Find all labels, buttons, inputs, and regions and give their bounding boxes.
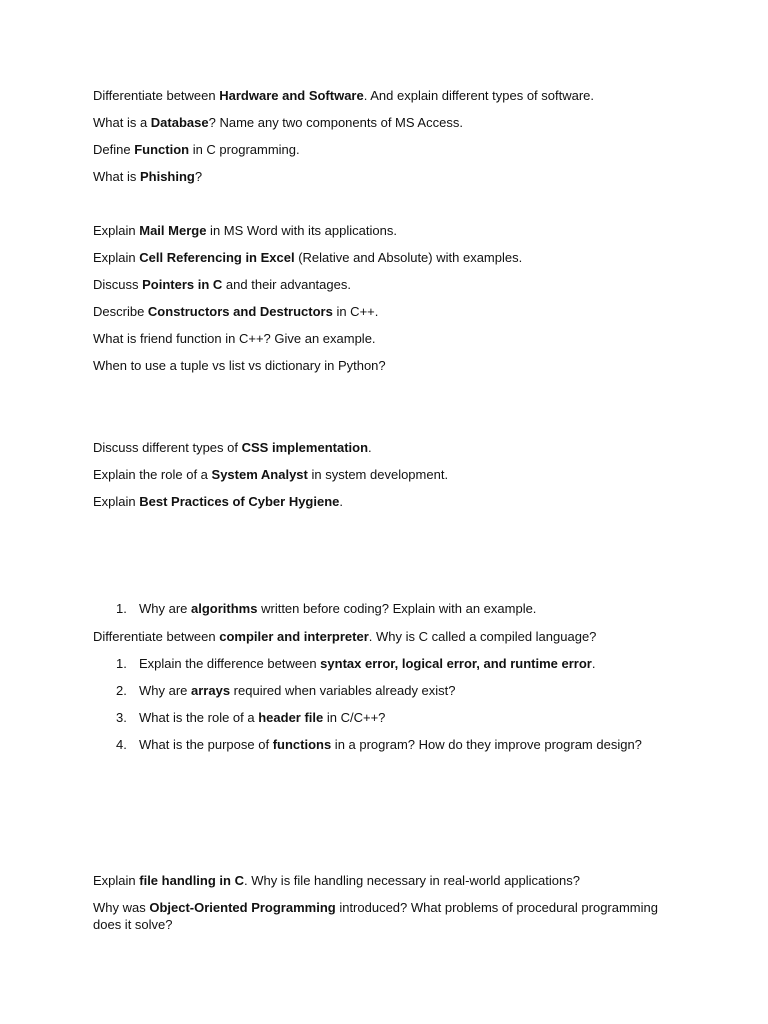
text: Why are xyxy=(139,683,192,698)
list-number: 4. xyxy=(116,737,127,752)
text: in MS Word with its applications. xyxy=(206,223,397,238)
text: . Why is file handling necessary in real-world applications? xyxy=(243,873,580,888)
text: What is a xyxy=(93,115,151,130)
question-pointers xyxy=(93,276,668,293)
text: Differentiate between xyxy=(93,629,220,644)
question-cell-referencing xyxy=(93,249,668,266)
question-tuple-list-dict xyxy=(93,357,668,374)
bold-text: algorithms xyxy=(191,601,258,616)
text: . xyxy=(339,494,344,509)
text: Differentiate between xyxy=(93,88,220,103)
question-mail-merge xyxy=(93,222,668,239)
text: Discuss different types of xyxy=(93,440,242,455)
bold-text: System Analyst xyxy=(211,467,308,482)
bold-text: arrays xyxy=(191,683,231,698)
question-friend-function xyxy=(93,330,668,347)
text: required when variables already exist? xyxy=(230,683,456,698)
text: in C programming. xyxy=(189,142,300,157)
list-number: 3. xyxy=(116,710,127,725)
bold-text: CSS implementation xyxy=(241,440,369,455)
bold-text: Object-Oriented Programming xyxy=(149,900,336,915)
text: Explain the difference between xyxy=(139,656,321,671)
question-hardware-software xyxy=(93,87,668,104)
question-constructors xyxy=(93,303,668,320)
text: . xyxy=(368,440,372,455)
text: Explain the role of a xyxy=(93,467,212,482)
text: What is the purpose of xyxy=(139,737,273,752)
question-oop xyxy=(93,899,668,933)
text: Why was xyxy=(93,900,150,915)
list-item xyxy=(139,736,642,753)
list-item xyxy=(139,709,385,726)
bold-text: Best Practices of Cyber Hygiene xyxy=(139,494,340,509)
text: When to use a tuple vs list vs dictionary in Python? xyxy=(93,358,386,373)
question-database xyxy=(93,114,668,131)
bold-text: functions xyxy=(272,737,332,752)
text: in C++. xyxy=(332,304,379,319)
bold-text: Phishing xyxy=(139,169,195,184)
text: Explain xyxy=(93,873,140,888)
question-function xyxy=(93,141,668,158)
text: ? Name any two components of MS Access. xyxy=(208,115,463,130)
text: in a program? How do they improve program design? xyxy=(331,737,642,752)
bold-text: syntax error, logical error, and runtime error xyxy=(320,656,592,671)
text: What is xyxy=(93,169,140,184)
list-number: 2. xyxy=(116,683,127,698)
bold-text: Cell Referencing in Excel xyxy=(139,250,295,265)
text: in system development. xyxy=(307,467,449,482)
bold-text: Pointers in C xyxy=(142,277,223,292)
question-file-handling xyxy=(93,872,668,889)
text: Explain xyxy=(93,250,140,265)
text: Define xyxy=(93,142,135,157)
text: and their advantages. xyxy=(222,277,351,292)
text: . And explain different types of software. xyxy=(363,88,595,103)
text: Explain xyxy=(93,494,140,509)
bold-text: Database xyxy=(150,115,209,130)
text: (Relative and Absolute) with examples. xyxy=(294,250,523,265)
bold-text: Mail Merge xyxy=(139,223,207,238)
list-item xyxy=(139,600,536,617)
question-phishing xyxy=(93,168,668,185)
text: Describe xyxy=(93,304,148,319)
bold-text: Constructors and Destructors xyxy=(147,304,333,319)
bold-text: header file xyxy=(258,710,324,725)
text: written before coding? Explain with an example. xyxy=(257,601,537,616)
text: in C/C++? xyxy=(323,710,386,725)
list-item xyxy=(139,655,595,672)
list-number: 1. xyxy=(116,601,127,616)
text: . xyxy=(591,656,596,671)
text: What is the role of a xyxy=(139,710,259,725)
text: introduced? What problems of procedural programming does it solve? xyxy=(93,900,658,932)
question-system-analyst xyxy=(93,466,668,483)
list-item xyxy=(139,682,456,699)
text: Discuss xyxy=(93,277,143,292)
text: Explain xyxy=(93,223,140,238)
text: What is friend function in C++? Give an example. xyxy=(93,331,376,346)
bold-text: compiler and interpreter xyxy=(219,629,369,644)
bold-text: Function xyxy=(134,142,190,157)
text: ? xyxy=(194,169,203,184)
text: Why are xyxy=(139,601,192,616)
bold-text: file handling in C xyxy=(139,873,244,888)
text: . Why is C called a compiled language? xyxy=(368,629,597,644)
question-compiler-interpreter xyxy=(93,628,668,645)
question-css xyxy=(93,439,668,456)
question-cyber-hygiene xyxy=(93,493,668,510)
list-number: 1. xyxy=(116,656,127,671)
bold-text: Hardware and Software xyxy=(219,88,364,103)
